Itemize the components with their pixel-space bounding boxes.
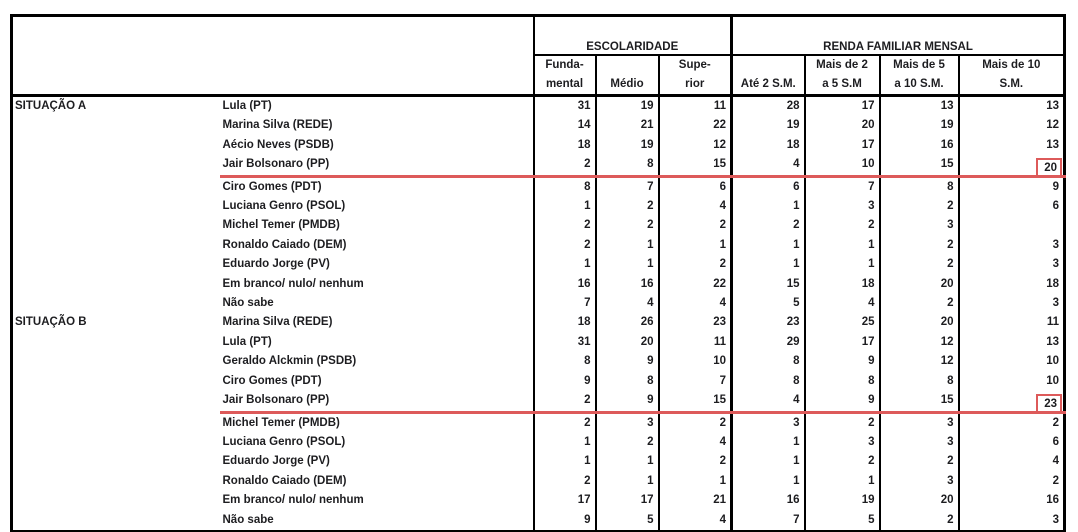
value-cell: 16 <box>880 136 959 155</box>
value-cell: 6 <box>1052 435 1060 448</box>
value-cell: 9 <box>596 391 659 412</box>
value-cell: 2 <box>659 412 732 433</box>
value-cell: 1 <box>596 452 659 471</box>
value-cell: 23 <box>732 313 805 332</box>
candidate-name: Lula (PT) <box>220 333 534 352</box>
candidate-name: Em branco/ nulo/ nenhum <box>220 275 534 294</box>
value-cell: 1 <box>534 452 596 471</box>
value-cell: 15 <box>880 391 959 412</box>
value-cell: 31 <box>534 333 596 352</box>
value-cell: 10 <box>1046 374 1060 387</box>
value-cell: 9 <box>805 352 880 371</box>
value-cell: 8 <box>880 176 959 197</box>
column-header-line1 <box>597 56 658 75</box>
value-cell: 17 <box>805 136 880 155</box>
corner-blank-cell <box>12 16 534 96</box>
value-cell: 19 <box>880 116 959 135</box>
value-cell: 14 <box>534 116 596 135</box>
value-cell: 15 <box>659 391 732 412</box>
candidate-name: Ronaldo Caiado (DEM) <box>220 236 534 255</box>
candidate-name: Eduardo Jorge (PV) <box>220 255 534 274</box>
value-cell: 5 <box>805 511 880 532</box>
value-cell: 3 <box>880 433 959 452</box>
value-cell: 3 <box>1052 297 1060 310</box>
value-cell: 21 <box>659 491 732 510</box>
value-cell: 1 <box>659 472 732 491</box>
value-cell: 18 <box>534 313 596 332</box>
table-body <box>12 96 1065 532</box>
value-cell: 11 <box>1046 316 1060 329</box>
value-cell: 9 <box>534 372 596 391</box>
value-cell: 2 <box>880 294 959 313</box>
value-cell: 1 <box>596 472 659 491</box>
value-cell: 13 <box>880 96 959 117</box>
value-cell: 16 <box>596 275 659 294</box>
column-header <box>732 55 805 96</box>
value-cell: 12 <box>880 352 959 371</box>
value-cell: 12 <box>880 333 959 352</box>
value-cell: 17 <box>534 491 596 510</box>
value-cell: 2 <box>534 216 596 235</box>
value-cell: 7 <box>596 176 659 197</box>
value-cell: 26 <box>596 313 659 332</box>
value-cell: 2 <box>534 412 596 433</box>
value-cell <box>959 216 1065 235</box>
column-header-line1 <box>733 56 804 75</box>
value-cell: 2 <box>880 255 959 274</box>
value-cell: 2 <box>534 155 596 176</box>
value-cell: 17 <box>805 333 880 352</box>
value-cell: 1 <box>732 197 805 216</box>
column-header-line1: Mais de 2 <box>816 59 868 71</box>
value-cell: 2 <box>596 216 659 235</box>
poll-results-table <box>10 14 1066 532</box>
table-row <box>12 313 1065 332</box>
value-cell: 28 <box>732 96 805 117</box>
section-label: SITUAÇÃO A <box>15 100 87 112</box>
value-cell: 4 <box>805 294 880 313</box>
value-cell: 15 <box>659 155 732 176</box>
value-cell: 13 <box>1046 335 1060 348</box>
value-cell: 2 <box>534 472 596 491</box>
value-cell: 3 <box>880 472 959 491</box>
value-cell: 5 <box>596 511 659 532</box>
value-cell: 13 <box>1046 138 1060 151</box>
value-cell: 3 <box>1052 513 1060 526</box>
value-cell: 2 <box>805 412 880 433</box>
value-cell: 19 <box>732 116 805 135</box>
value-cell: 2 <box>880 197 959 216</box>
value-cell: 4 <box>596 294 659 313</box>
value-cell: 17 <box>805 96 880 117</box>
value-cell: 1 <box>659 236 732 255</box>
value-cell: 25 <box>805 313 880 332</box>
column-header-line1: Mais de 10 <box>982 59 1041 71</box>
value-cell: 8 <box>732 372 805 391</box>
value-cell: 19 <box>805 491 880 510</box>
value-cell: 1 <box>805 236 880 255</box>
candidate-name: Marina Silva (REDE) <box>220 313 534 332</box>
value-cell: 7 <box>659 372 732 391</box>
value-cell: 4 <box>659 294 732 313</box>
value-cell: 5 <box>732 294 805 313</box>
value-cell: 1 <box>732 255 805 274</box>
value-cell: 2 <box>534 236 596 255</box>
value-cell <box>959 155 1065 176</box>
section-label: SITUAÇÃO B <box>15 316 87 329</box>
value-cell: 6 <box>732 176 805 197</box>
value-cell: 2 <box>596 197 659 216</box>
column-header-line2: rior <box>685 78 705 90</box>
column-header <box>880 55 959 96</box>
candidate-name: Michel Temer (PMDB) <box>220 412 534 433</box>
value-cell: 18 <box>805 275 880 294</box>
value-cell: 2 <box>534 391 596 412</box>
value-cell: 16 <box>534 275 596 294</box>
value-cell: 29 <box>732 333 805 352</box>
value-cell: 2 <box>1052 416 1060 429</box>
value-cell: 20 <box>880 275 959 294</box>
value-cell: 1 <box>534 255 596 274</box>
value-cell: 6 <box>659 176 732 197</box>
candidate-name: Em branco/ nulo/ nenhum <box>220 491 534 510</box>
value-cell: 8 <box>805 372 880 391</box>
value-cell: 7 <box>534 294 596 313</box>
highlighted-value-box: 23 <box>1036 394 1062 412</box>
value-cell: 12 <box>1046 119 1060 132</box>
value-cell: 3 <box>805 197 880 216</box>
value-cell: 8 <box>596 155 659 176</box>
value-cell: 3 <box>732 412 805 433</box>
value-cell: 17 <box>596 491 659 510</box>
value-cell: 20 <box>596 333 659 352</box>
value-cell: 9 <box>1052 180 1060 193</box>
value-cell: 2 <box>596 433 659 452</box>
column-header-line2: mental <box>545 78 584 90</box>
candidate-name: Michel Temer (PMDB) <box>220 216 534 235</box>
value-cell: 2 <box>659 216 732 235</box>
value-cell: 3 <box>1052 238 1060 251</box>
value-cell: 19 <box>596 96 659 117</box>
value-cell: 22 <box>659 275 732 294</box>
column-header-line1: Mais de 5 <box>893 59 945 71</box>
candidate-name: Ronaldo Caiado (DEM) <box>220 472 534 491</box>
value-cell: 2 <box>880 236 959 255</box>
value-cell: 16 <box>732 491 805 510</box>
candidate-name: Ciro Gomes (PDT) <box>220 372 534 391</box>
value-cell: 3 <box>1052 258 1060 271</box>
value-cell: 1 <box>534 433 596 452</box>
value-cell: 1 <box>805 472 880 491</box>
candidate-name: Ciro Gomes (PDT) <box>220 176 534 197</box>
column-header-line2: Até 2 S.M. <box>740 78 796 90</box>
value-cell: 18 <box>534 136 596 155</box>
value-cell: 9 <box>596 352 659 371</box>
value-cell: 6 <box>1052 200 1060 213</box>
value-cell: 2 <box>659 255 732 274</box>
value-cell: 8 <box>732 352 805 371</box>
value-cell: 2 <box>805 452 880 471</box>
value-cell: 1 <box>805 255 880 274</box>
value-cell: 2 <box>1052 474 1060 487</box>
value-cell: 9 <box>534 511 596 532</box>
value-cell: 2 <box>659 452 732 471</box>
candidate-name: Eduardo Jorge (PV) <box>220 452 534 471</box>
value-cell: 18 <box>732 136 805 155</box>
candidate-name: Jair Bolsonaro (PP) <box>220 155 534 176</box>
value-cell: 1 <box>732 452 805 471</box>
column-header <box>805 55 880 96</box>
column-header <box>596 55 659 96</box>
value-cell <box>959 391 1065 412</box>
value-cell: 7 <box>732 511 805 532</box>
candidate-name: Não sabe <box>220 294 534 313</box>
value-cell: 8 <box>534 176 596 197</box>
value-cell: 15 <box>732 275 805 294</box>
value-cell: 2 <box>732 216 805 235</box>
value-cell: 8 <box>534 352 596 371</box>
value-cell: 1 <box>732 472 805 491</box>
value-cell: 10 <box>805 155 880 176</box>
table-header <box>12 16 1065 96</box>
value-cell: 8 <box>880 372 959 391</box>
candidate-name: Luciana Genro (PSOL) <box>220 197 534 216</box>
value-cell: 4 <box>659 197 732 216</box>
value-cell: 16 <box>1046 494 1060 507</box>
value-cell: 22 <box>659 116 732 135</box>
value-cell: 2 <box>805 216 880 235</box>
column-header-line1: Funda- <box>545 59 584 71</box>
value-cell: 18 <box>1046 277 1060 290</box>
value-cell: 11 <box>659 96 732 117</box>
value-cell: 13 <box>1046 100 1060 112</box>
value-cell: 7 <box>805 176 880 197</box>
value-cell: 1 <box>596 236 659 255</box>
value-cell: 9 <box>805 391 880 412</box>
value-cell: 3 <box>805 433 880 452</box>
group-header: RENDA FAMILIAR MENSAL <box>823 41 973 53</box>
value-cell: 2 <box>880 511 959 532</box>
value-cell: 10 <box>1046 355 1060 368</box>
column-header <box>959 55 1065 96</box>
value-cell: 1 <box>534 197 596 216</box>
column-header-line2: a 10 S.M. <box>894 78 944 90</box>
value-cell: 3 <box>880 216 959 235</box>
value-cell: 4 <box>732 391 805 412</box>
column-header-line2: S.M. <box>999 78 1024 90</box>
value-cell: 20 <box>880 313 959 332</box>
value-cell: 23 <box>659 313 732 332</box>
column-header <box>534 55 596 96</box>
value-cell: 8 <box>596 372 659 391</box>
value-cell: 3 <box>880 412 959 433</box>
candidate-name: Marina Silva (REDE) <box>220 116 534 135</box>
candidate-name: Aécio Neves (PSDB) <box>220 136 534 155</box>
column-header <box>659 55 732 96</box>
value-cell: 1 <box>596 255 659 274</box>
value-cell: 31 <box>534 96 596 117</box>
column-header-line2: a 5 S.M <box>822 78 862 90</box>
value-cell: 11 <box>659 333 732 352</box>
value-cell: 4 <box>1052 455 1060 468</box>
value-cell: 4 <box>659 433 732 452</box>
column-header-line2: Médio <box>610 78 644 90</box>
group-header: ESCOLARIDADE <box>534 16 732 56</box>
candidate-name: Geraldo Alckmin (PSDB) <box>220 352 534 371</box>
value-cell: 10 <box>659 352 732 371</box>
value-cell: 1 <box>732 236 805 255</box>
column-header-line1: Supe- <box>678 59 711 71</box>
candidate-name: Jair Bolsonaro (PP) <box>220 391 534 412</box>
value-cell: 3 <box>596 412 659 433</box>
value-cell: 20 <box>880 491 959 510</box>
value-cell: 20 <box>805 116 880 135</box>
value-cell: 4 <box>659 511 732 532</box>
value-cell: 2 <box>880 452 959 471</box>
candidate-name: Lula (PT) <box>220 96 534 117</box>
value-cell: 15 <box>880 155 959 176</box>
candidate-name: Não sabe <box>220 511 534 532</box>
value-cell: 12 <box>659 136 732 155</box>
value-cell: 19 <box>596 136 659 155</box>
candidate-name: Luciana Genro (PSOL) <box>220 433 534 452</box>
value-cell: 21 <box>596 116 659 135</box>
value-cell: 1 <box>732 433 805 452</box>
highlighted-value-box: 20 <box>1036 158 1062 176</box>
table-row <box>12 96 1065 117</box>
value-cell: 4 <box>732 155 805 176</box>
